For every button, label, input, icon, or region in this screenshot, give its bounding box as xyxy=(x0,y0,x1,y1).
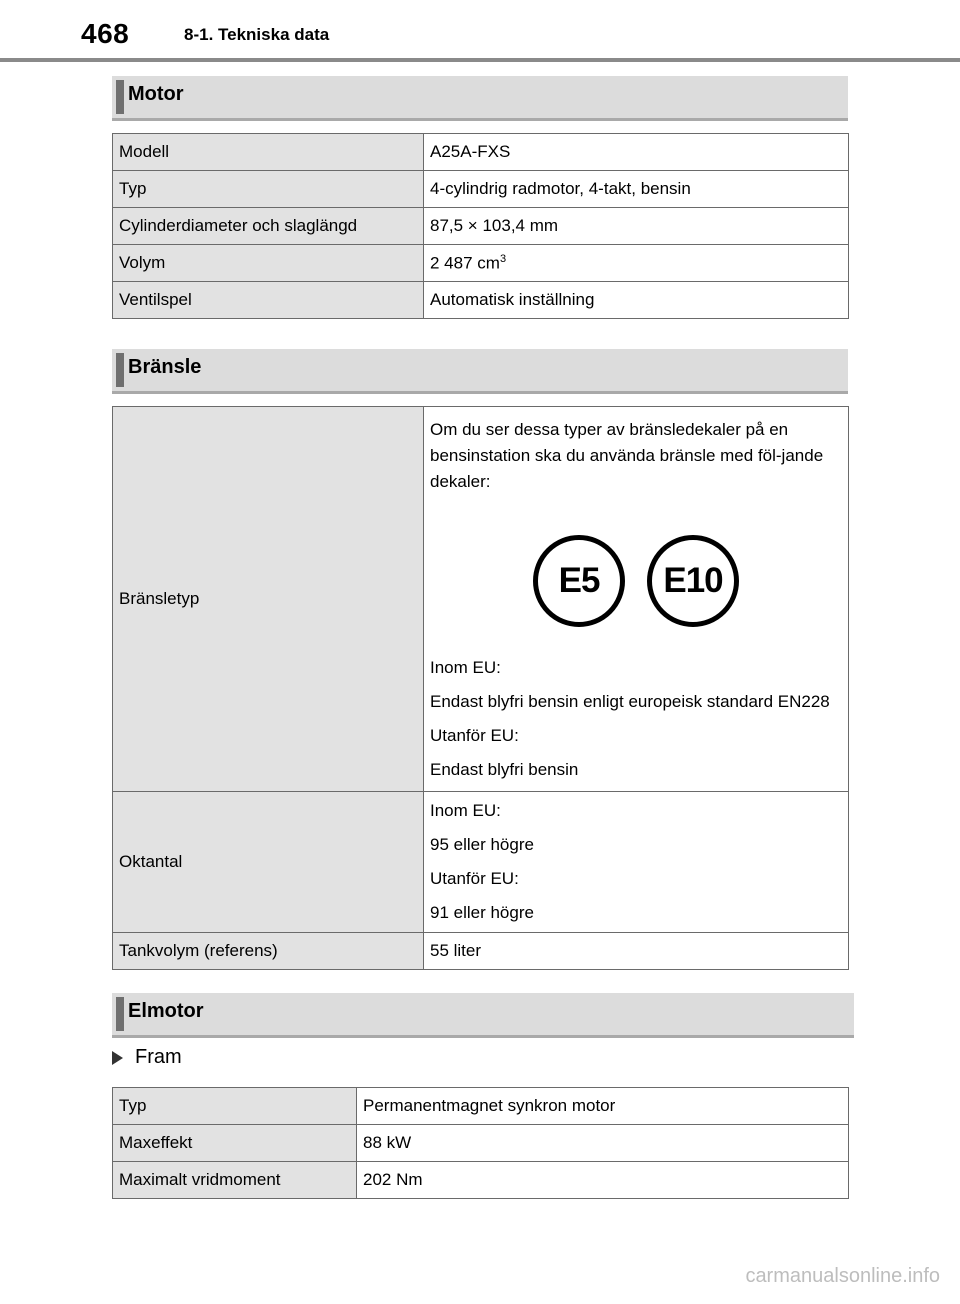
e5-badge: E5 xyxy=(533,535,625,627)
row-key: Volym xyxy=(113,245,424,282)
row-value: 202 Nm xyxy=(357,1162,849,1199)
fuel-table xyxy=(112,406,849,970)
row-value xyxy=(424,407,849,792)
row-value: A25A-FXS xyxy=(424,134,849,171)
octane-text: 91 eller högre xyxy=(430,903,534,922)
row-value: Permanentmagnet synkron motor xyxy=(357,1088,849,1125)
row-value xyxy=(424,245,849,282)
row-key: Oktantal xyxy=(113,792,424,933)
row-value: Automatisk inställning xyxy=(424,282,849,319)
triangle-bullet-icon xyxy=(112,1051,123,1065)
table-row xyxy=(113,245,849,282)
table-row xyxy=(113,792,849,933)
section-title: Elmotor xyxy=(128,1000,204,1022)
table-row xyxy=(113,282,849,319)
row-value xyxy=(424,792,849,933)
octane-text: Utanför EU: xyxy=(430,869,519,888)
e10-badge: E10 xyxy=(647,535,739,627)
row-key: Maximalt vridmoment xyxy=(113,1162,357,1199)
fuel-text: Utanför EU: xyxy=(430,726,519,745)
row-key: Typ xyxy=(113,1088,357,1125)
row-value: 55 liter xyxy=(424,933,849,970)
table-row xyxy=(113,171,849,208)
row-key: Maxeffekt xyxy=(113,1125,357,1162)
fuel-label-badges xyxy=(430,535,842,627)
row-key: Bränsletyp xyxy=(113,407,424,792)
chapter-title: 8-1. Tekniska data xyxy=(184,25,330,44)
octane-text: Inom EU: xyxy=(430,801,501,820)
table-row xyxy=(113,1088,849,1125)
table-row xyxy=(113,407,849,792)
volume-value: 2 487 cm xyxy=(430,253,500,273)
row-value: 88 kW xyxy=(357,1125,849,1162)
section-title: Motor xyxy=(128,83,184,105)
watermark-text: carmanualsonline.info xyxy=(745,1265,940,1287)
section-bar xyxy=(116,997,124,1031)
section-title: Bränsle xyxy=(128,356,202,378)
table-row xyxy=(113,134,849,171)
subheading-front xyxy=(112,1046,182,1069)
table-row xyxy=(113,208,849,245)
row-key: Tankvolym (referens) xyxy=(113,933,424,970)
section-motor-heading xyxy=(112,76,848,121)
row-key: Ventilspel xyxy=(113,282,424,319)
fuel-text: Inom EU: xyxy=(430,658,501,677)
page-number: 468 xyxy=(81,18,130,49)
volume-superscript: 3 xyxy=(499,252,507,265)
section-elmotor-heading xyxy=(112,993,854,1038)
section-fuel-heading xyxy=(112,349,848,394)
motor-table xyxy=(112,133,849,319)
header-rule xyxy=(0,58,960,62)
row-key: Modell xyxy=(113,134,424,171)
table-row xyxy=(113,1162,849,1199)
section-bar xyxy=(116,353,124,387)
fuel-text: Endast blyfri bensin xyxy=(430,760,579,779)
subheading-label: Fram xyxy=(135,1046,182,1068)
row-value: 87,5 × 103,4 mm xyxy=(424,208,849,245)
fuel-intro-text: Om du ser dessa typer av bränsledekaler på en bensinstation ska du använda bränsle med föl-jande dekaler: xyxy=(430,420,824,491)
fuel-text: Endast blyfri bensin enligt europeisk standard EN228 xyxy=(430,692,830,711)
row-value: 4-cylindrig radmotor, 4-takt, bensin xyxy=(424,171,849,208)
table-row xyxy=(113,933,849,970)
elmotor-table xyxy=(112,1087,849,1199)
table-row xyxy=(113,1125,849,1162)
octane-text: 95 eller högre xyxy=(430,835,534,854)
row-key: Cylinderdiameter och slaglängd xyxy=(113,208,424,245)
row-key: Typ xyxy=(113,171,424,208)
section-bar xyxy=(116,80,124,114)
page-header xyxy=(0,0,960,62)
